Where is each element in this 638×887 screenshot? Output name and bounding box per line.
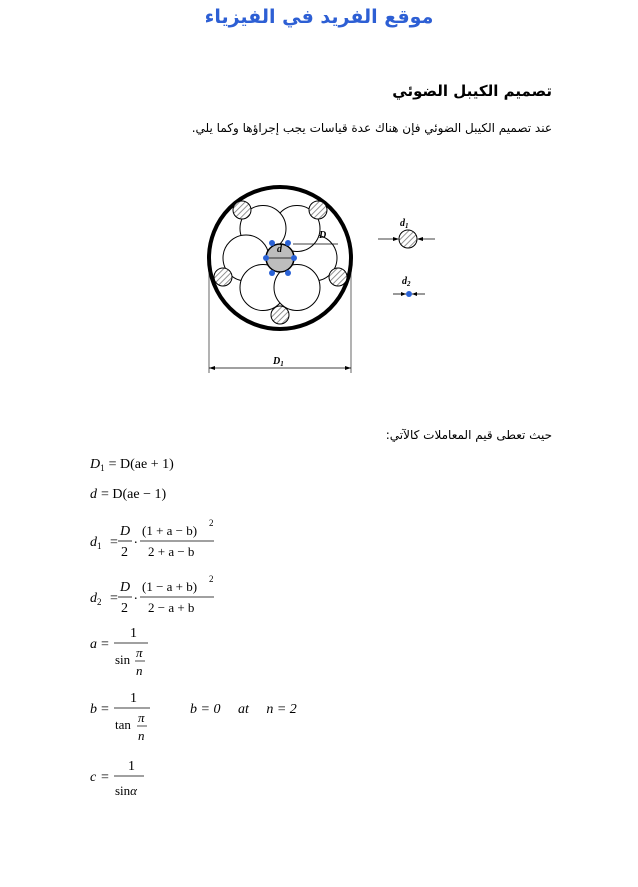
svg-text:n: n	[138, 728, 145, 743]
svg-text:sin: sin	[115, 652, 131, 667]
svg-text:=: =	[101, 702, 109, 717]
d2-legend-dot	[406, 291, 412, 297]
formula-b-note: b = 0 at n = 2	[190, 702, 297, 717]
svg-text:tan: tan	[115, 717, 131, 732]
section-heading: تصميم الكيبل الضوئي	[392, 82, 552, 100]
svg-text:D: D	[120, 580, 131, 595]
svg-text:2: 2	[121, 601, 128, 616]
filler-circle-d1	[309, 201, 327, 219]
svg-text:.: .	[134, 588, 138, 603]
svg-text:(1 − a + b): (1 − a + b)	[142, 579, 198, 594]
node-dot	[269, 270, 275, 276]
formula-D1: $D_1 = D(ae + 1)$	[90, 457, 174, 473]
svg-text:2: 2	[209, 574, 214, 584]
node-dot	[269, 240, 275, 246]
svg-text:2 − a + b: 2 − a + b	[148, 600, 195, 615]
svg-text:a: a	[90, 637, 97, 652]
formula-a	[90, 626, 148, 678]
svg-text:2: 2	[209, 518, 214, 528]
filler-circle-d1	[214, 268, 232, 286]
svg-text:.: .	[134, 532, 138, 547]
svg-text:d1: $d_1$	[90, 535, 102, 551]
node-dot	[285, 240, 291, 246]
svg-text:π: π	[138, 710, 145, 725]
cable-cross-section-diagram	[195, 178, 445, 388]
intro-paragraph: عند تصميم الكيبل الضوئي فإن هناك عدة قياسات يجب إجراؤها وكما يلي.	[191, 121, 552, 135]
svg-text:=: =	[101, 770, 109, 785]
formula-d1	[90, 518, 214, 560]
node-dot	[263, 255, 269, 261]
svg-text:b: b	[90, 702, 97, 717]
svg-text:π: π	[136, 645, 143, 660]
svg-text:1: 1	[130, 691, 137, 706]
filler-circle-d1	[329, 268, 347, 286]
formula-c	[90, 759, 144, 798]
svg-text:D: D	[120, 524, 131, 539]
d1-legend-label: $d_1$	[400, 218, 409, 230]
fiber-diameter-label: D	[319, 230, 327, 241]
formula-d2	[90, 574, 214, 616]
svg-text:sinα: sinα	[115, 783, 137, 798]
svg-text:=: =	[110, 591, 118, 606]
values-intro-paragraph: حيث تعطى قيم المعاملات كالآتي:	[385, 428, 552, 442]
svg-text:c: c	[90, 770, 97, 785]
svg-text:2: 2	[121, 545, 128, 560]
svg-text:2 + a − b: 2 + a − b	[148, 544, 195, 559]
filler-circle-d1	[271, 306, 289, 324]
svg-text:n: n	[136, 663, 143, 678]
svg-text:=: =	[110, 535, 118, 550]
svg-text:d2: $d_2$	[90, 591, 102, 607]
formula-d: d = D(ae − 1)	[90, 487, 167, 502]
node-dot	[291, 255, 297, 261]
formulas-block	[90, 455, 490, 800]
svg-text:(1 + a − b): (1 + a − b)	[142, 523, 198, 538]
svg-text:1: 1	[128, 759, 135, 774]
outer-diameter-label: $D_1$	[273, 356, 284, 368]
site-title: موقع الفريد في الفيزياء	[204, 6, 434, 28]
d2-legend-label: $d_2$	[402, 276, 411, 288]
formula-b	[90, 691, 297, 743]
filler-circle-d1	[233, 201, 251, 219]
core-label: d	[277, 244, 282, 255]
node-dot	[285, 270, 291, 276]
d1-legend-circle	[399, 230, 417, 248]
svg-text:=: =	[101, 637, 109, 652]
svg-text:1: 1	[130, 626, 137, 641]
